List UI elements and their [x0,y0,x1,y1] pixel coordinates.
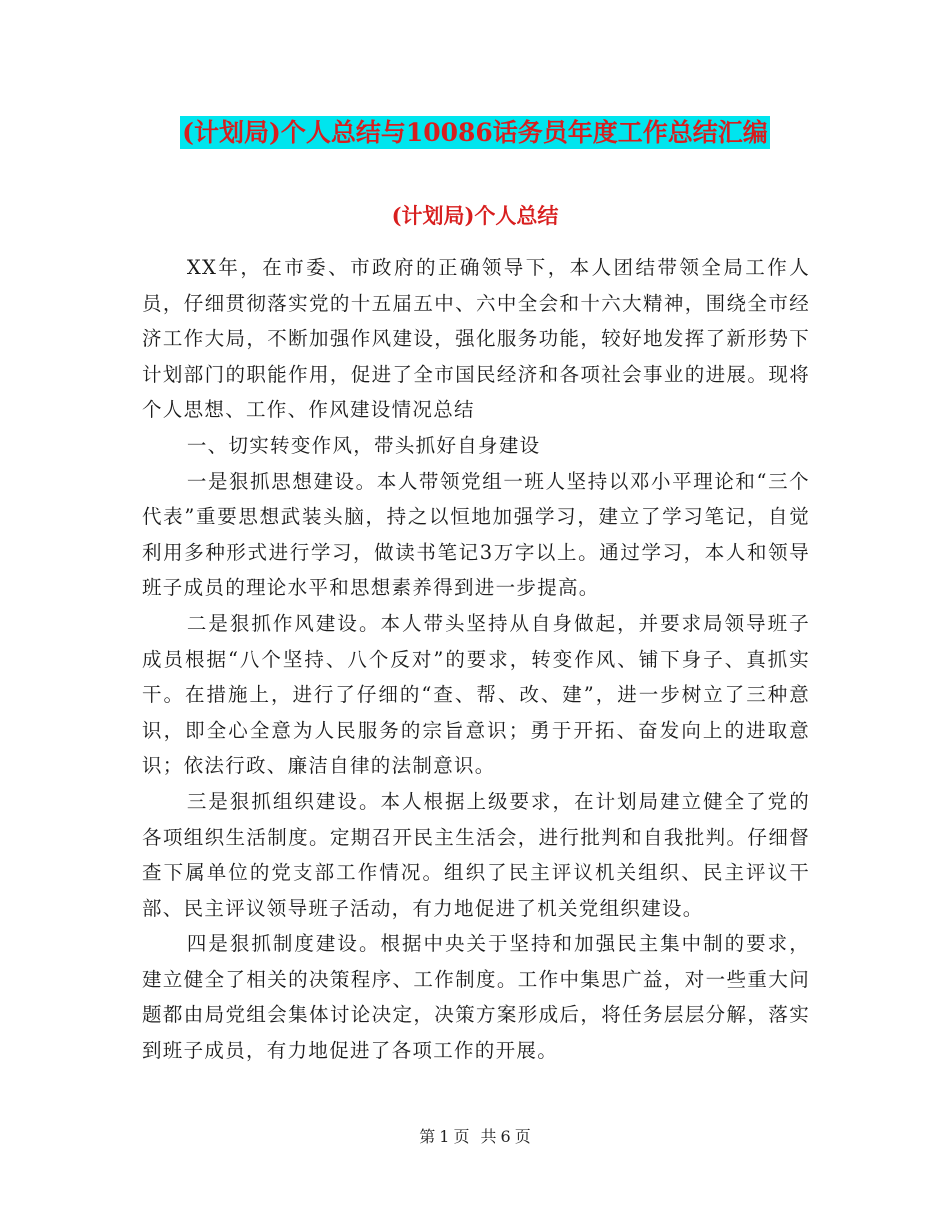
section-title: (计划局)个人总结 [391,203,559,228]
page-label-prefix: 第 [419,1127,436,1146]
paragraph-system-building: 四是狠抓制度建设。根据中央关于坚持和加强民主集中制的要求，建立健全了相关的决策程序、工作制度。工作中集思广益，对一些重大问题都由局党组会集体讨论决定，决策方案形成后，将任务层层分解，落实到班子成员，有力地促进了各项工作的开展。 [142,932,810,1063]
paragraph-style-building: 二是狠抓作风建设。本人带头坚持从自身做起，并要求局领导班子成员根据“八个坚持、八个反对”的要求，转变作风、铺下身子、真抓实干。在措施上，进行了仔细的“查、帮、改、建”，进一步树立了三种意识，即全心全意为人民服务的宗旨意识；勇于开拓、奋发向上的进取意识；依法行政、廉洁自律的法制意识。 [142,611,810,778]
document-title-text: (计划局)个人总结与10086话务员年度工作总结汇编 [182,118,768,147]
paragraph-organization-building: 三是狠抓组织建设。本人根据上级要求，在计划局建立健全了党的各项组织生活制度。定期召开民主生活会，进行批判和自我批判。仔细督查下属单位的党支部工作情况。组织了民主评议机关组织、民主评议干部、民主评议领导班子活动，有力地促进了机关党组织建设。 [142,789,810,920]
paragraph-thought-building: 一是狠抓思想建设。本人带领党组一班人坚持以邓小平理论和“三个代表”重要思想武装头脑，持之以恒地加强学习，建立了学习笔记，自觉利用多种形式进行学习，做读书笔记3万字以上。通过学习，本人和领导班子成员的理论水平和思想素养得到进一步提高。 [142,469,810,600]
page-label-suffix: 页 [514,1127,531,1146]
page-current: 1 [439,1127,450,1146]
document-body [142,250,810,1069]
page-footer [0,1124,950,1147]
document-title [0,112,950,151]
paragraph-intro: XX年，在市委、市政府的正确领导下，本人团结带领全局工作人员，仔细贯彻落实党的十五届五中、六中全会和十六大精神，围绕全市经济工作大局，不断加强作风建设，强化服务功能，较好地发挥了新形势下计划部门的职能作用，促进了全市国民经济和各项社会事业的进展。现将个人思想、工作、作风建设情况总结 [142,256,810,422]
page-label-mid: 页 共 [453,1127,497,1146]
page-total: 6 [500,1127,511,1146]
paragraph-heading-1: 一、切实转变作风，带头抓好自身建设 [186,433,541,457]
